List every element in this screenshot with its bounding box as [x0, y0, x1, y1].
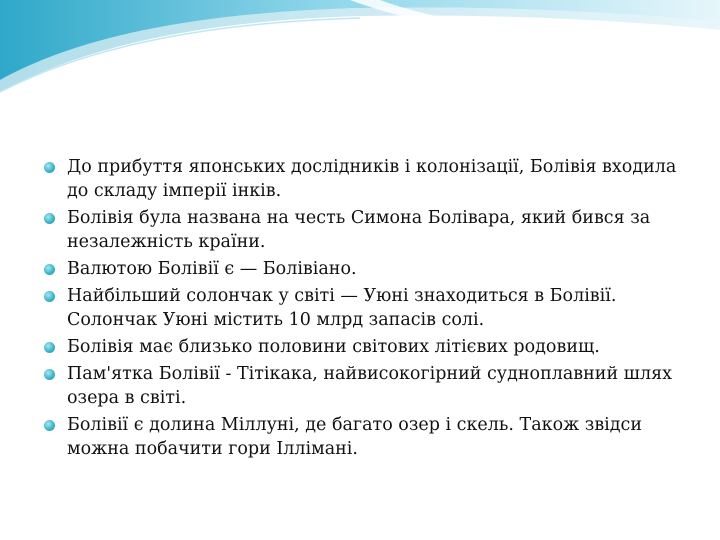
list-item	[44, 362, 694, 410]
round-bullet-icon	[44, 291, 55, 302]
round-bullet-icon	[44, 369, 55, 380]
list-item	[44, 413, 694, 461]
round-bullet-icon	[44, 420, 55, 431]
header-wave-decoration	[0, 0, 720, 110]
bullet-text: Пам'ятка Болівії - Тітікака, найвисокогірний судноплавний шлях озера в світі.	[67, 364, 672, 408]
bullet-text: Болівії є долина Міллуні, де багато озер і скель. Також звідси можна побачити гори Іллімані.	[67, 415, 643, 459]
bullet-text: Найбільший солончак у світі — Уюні знаходиться в Болівії. Солончак Уюні містить 10 млрд запасів солі.	[67, 286, 617, 330]
list-item	[44, 284, 694, 332]
list-item	[44, 155, 694, 203]
round-bullet-icon	[44, 162, 55, 173]
round-bullet-icon	[44, 264, 55, 275]
list-item	[44, 335, 694, 359]
round-bullet-icon	[44, 342, 55, 353]
list-item	[44, 257, 694, 281]
bullet-text: Болівія була названа на честь Симона Болівара, який бився за незалежність країни.	[67, 208, 651, 252]
bullet-text: До прибуття японських дослідників і колонізації, Болівія входила до складу імперії інків.	[67, 157, 677, 201]
bullet-text: Валютою Болівії є — Болівіано.	[67, 259, 357, 279]
bullet-list	[44, 155, 694, 464]
round-bullet-icon	[44, 213, 55, 224]
list-item	[44, 206, 694, 254]
bullet-text: Болівія має близько половини світових літієвих родовищ.	[67, 337, 600, 357]
